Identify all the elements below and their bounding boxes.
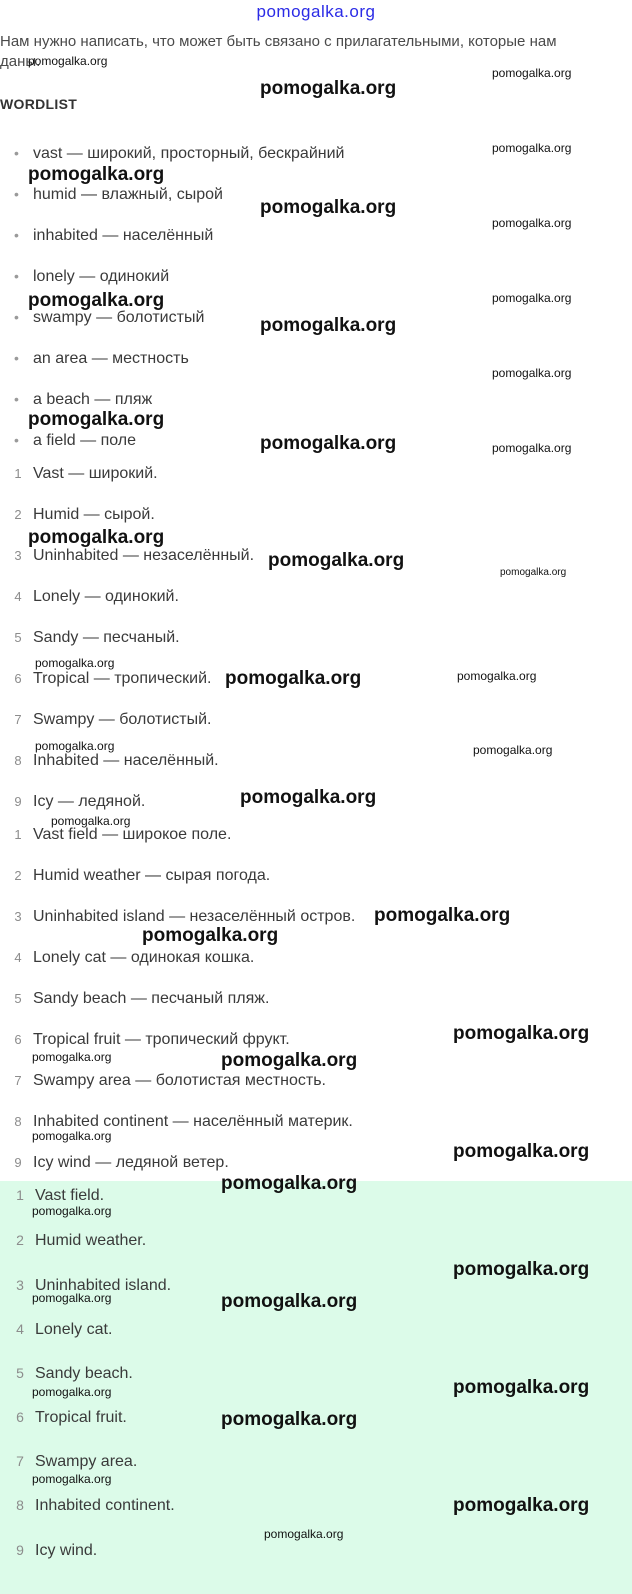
bullet-icon: • xyxy=(14,391,19,407)
watermark: pomogalka.org xyxy=(221,1050,358,1071)
watermark: pomogalka.org xyxy=(28,54,108,68)
watermark: pomogalka.org xyxy=(492,366,572,380)
watermark: pomogalka.org xyxy=(28,527,165,548)
site-link[interactable]: pomogalka.org xyxy=(256,2,376,21)
watermark: pomogalka.org xyxy=(453,1495,590,1516)
watermark: pomogalka.org xyxy=(32,1291,112,1305)
watermark: pomogalka.org xyxy=(374,905,511,926)
bullet-icon: • xyxy=(14,186,19,202)
watermark: pomogalka.org xyxy=(453,1141,590,1162)
watermark: pomogalka.org xyxy=(221,1409,358,1430)
watermark: pomogalka.org xyxy=(51,814,131,828)
bullet-icon: • xyxy=(14,227,19,243)
watermark: pomogalka.org xyxy=(28,164,165,185)
bullet-icon: • xyxy=(14,309,19,325)
watermark: pomogalka.org xyxy=(32,1050,112,1064)
watermark: pomogalka.org xyxy=(221,1173,358,1194)
watermark: pomogalka.org xyxy=(500,567,567,578)
bullet-icon: • xyxy=(14,432,19,448)
intro-text: Нам нужно написать, что может быть связано с прилагательными, которые нам даны. xyxy=(0,33,557,70)
watermark: pomogalka.org xyxy=(492,66,572,80)
watermark: pomogalka.org xyxy=(221,1291,358,1312)
watermark: pomogalka.org xyxy=(492,141,572,155)
bullet-icon: • xyxy=(14,268,19,284)
watermark: pomogalka.org xyxy=(35,739,115,753)
watermark: pomogalka.org xyxy=(35,656,115,670)
watermark: pomogalka.org xyxy=(492,216,572,230)
watermark: pomogalka.org xyxy=(32,1129,112,1143)
watermark: pomogalka.org xyxy=(457,669,537,683)
watermark: pomogalka.org xyxy=(32,1472,112,1486)
watermark: pomogalka.org xyxy=(28,409,165,430)
watermark: pomogalka.org xyxy=(240,787,377,808)
bullet-icon: • xyxy=(14,145,19,161)
watermark: pomogalka.org xyxy=(473,743,553,757)
watermark: pomogalka.org xyxy=(260,433,397,454)
watermark: pomogalka.org xyxy=(264,1527,344,1541)
watermark: pomogalka.org xyxy=(225,668,362,689)
watermark: pomogalka.org xyxy=(260,78,397,99)
wordlist-heading: WORDLIST xyxy=(0,96,78,112)
watermark: pomogalka.org xyxy=(260,197,397,218)
watermark: pomogalka.org xyxy=(32,1385,112,1399)
watermark: pomogalka.org xyxy=(453,1023,590,1044)
bullet-icon: • xyxy=(14,350,19,366)
watermark: pomogalka.org xyxy=(142,925,279,946)
watermark: pomogalka.org xyxy=(492,291,572,305)
watermark: pomogalka.org xyxy=(268,550,405,571)
watermark: pomogalka.org xyxy=(28,290,165,311)
watermark: pomogalka.org xyxy=(32,1204,112,1218)
watermark: pomogalka.org xyxy=(492,441,572,455)
watermark: pomogalka.org xyxy=(260,315,397,336)
watermark: pomogalka.org xyxy=(453,1377,590,1398)
watermark: pomogalka.org xyxy=(453,1259,590,1280)
